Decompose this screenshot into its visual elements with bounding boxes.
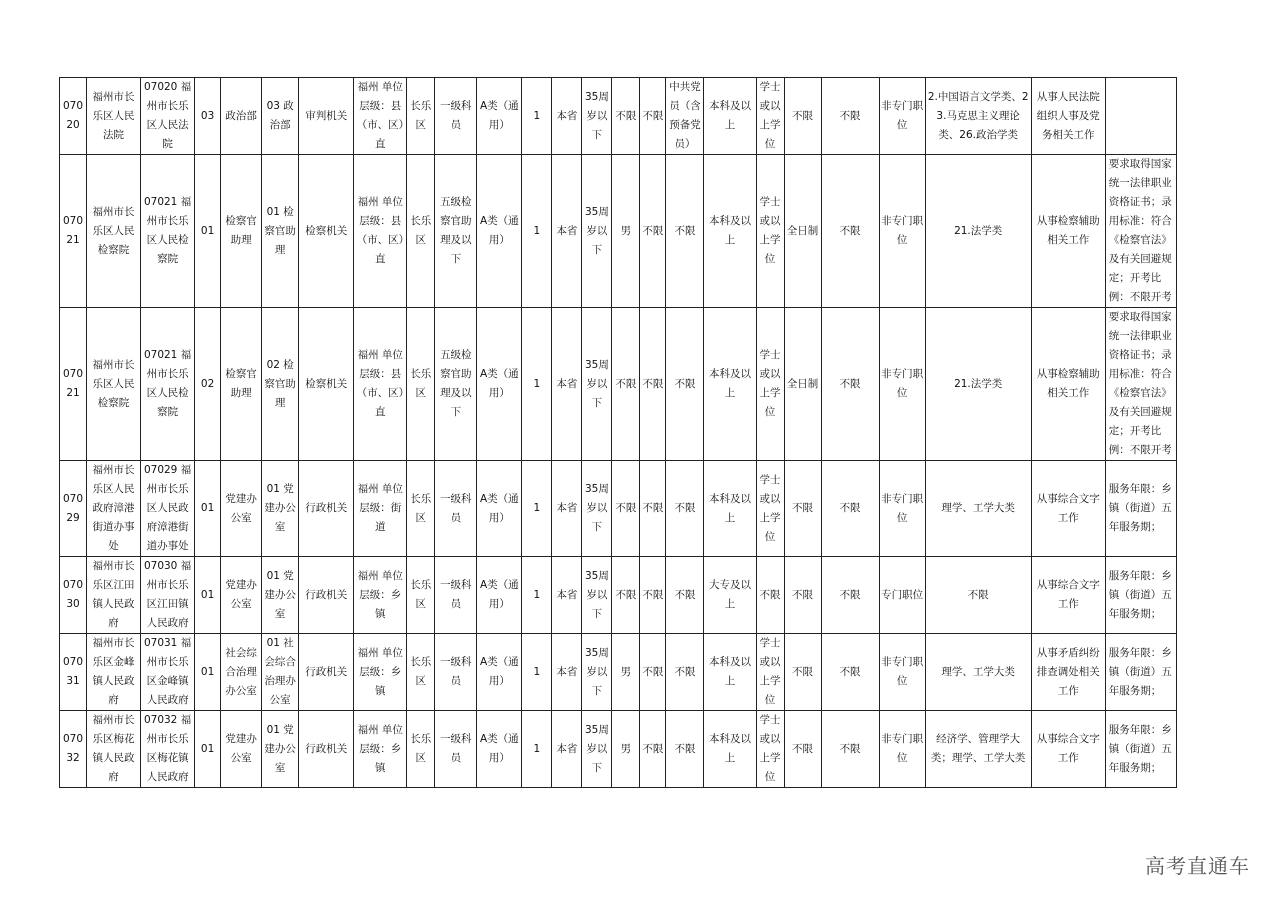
cell-code: 07031 (60, 634, 87, 711)
cell-org: 福州市长乐区人民法院 (87, 78, 141, 155)
cell-gender: 男 (612, 711, 640, 788)
cell-degree: 学士或以上学位 (756, 78, 784, 155)
cell-ethnic: 不限 (640, 78, 666, 155)
cell-type: 非专门职位 (879, 711, 925, 788)
cell-type: 非专门职位 (879, 155, 925, 308)
cell-ethnic: 不限 (640, 634, 666, 711)
cell-code: 07021 (60, 155, 87, 308)
cell-duty: 从事综合文字工作 (1031, 557, 1105, 634)
cell-ethnic: 不限 (640, 711, 666, 788)
cell-type: 专门职位 (879, 557, 925, 634)
cell-edu: 本科及以上 (704, 634, 756, 711)
cell-remark: 服务年限：乡镇（街道）五年服务期； (1105, 461, 1176, 557)
cell-exam: A类（通用） (477, 557, 522, 634)
cell-politics: 不限 (666, 557, 704, 634)
cell-age: 35周岁以下 (582, 634, 612, 711)
cell-org: 福州市长乐区人民检察院 (87, 308, 141, 461)
cell-rank: 五级检察官助理及以下 (435, 155, 477, 308)
cell-degree: 学士或以上学位 (756, 308, 784, 461)
cell-rank: 一级科员 (435, 78, 477, 155)
cell-num: 1 (522, 308, 552, 461)
cell-pos-no: 01 (195, 711, 221, 788)
table-row (60, 557, 1177, 634)
job-table (59, 77, 1177, 788)
cell-nature: 行政机关 (299, 711, 354, 788)
cell-politics: 不限 (666, 155, 704, 308)
cell-gender: 不限 (612, 308, 640, 461)
cell-num: 1 (522, 634, 552, 711)
table-row (60, 308, 1177, 461)
cell-place: 长乐区 (407, 634, 435, 711)
cell-edu: 本科及以上 (704, 155, 756, 308)
table-row (60, 634, 1177, 711)
cell-remark: 服务年限：乡镇（街道）五年服务期； (1105, 634, 1176, 711)
table-row (60, 155, 1177, 308)
cell-duty: 从事检察辅助相关工作 (1031, 155, 1105, 308)
cell-code: 07032 (60, 711, 87, 788)
cell-unit: 07021 福州市长乐区人民检察院 (141, 308, 195, 461)
cell-unit: 07029 福州市长乐区人民政府漳港街道办事处 (141, 461, 195, 557)
cell-major: 21.法学类 (925, 308, 1031, 461)
cell-politics: 不限 (666, 461, 704, 557)
cell-type: 非专门职位 (879, 78, 925, 155)
cell-pos-no: 01 (195, 461, 221, 557)
cell-level: 福州 单位层级：县（市、区）直 (354, 78, 407, 155)
cell-politics: 中共党员（含预备党员） (666, 78, 704, 155)
cell-nature: 行政机关 (299, 461, 354, 557)
cell-edu: 本科及以上 (704, 711, 756, 788)
cell-unit: 07031 福州市长乐区金峰镇人民政府 (141, 634, 195, 711)
watermark: 高考直通车 (1145, 854, 1250, 878)
table-row (60, 461, 1177, 557)
cell-exam: A类（通用） (477, 711, 522, 788)
cell-pos-code: 03 政治部 (262, 78, 299, 155)
cell-pos-code: 01 党建办公室 (262, 557, 299, 634)
cell-other: 不限 (821, 711, 879, 788)
cell-pos-name: 检察官助理 (221, 308, 262, 461)
cell-pos-no: 01 (195, 557, 221, 634)
cell-major: 不限 (925, 557, 1031, 634)
cell-pos-name: 党建办公室 (221, 711, 262, 788)
cell-exam: A类（通用） (477, 308, 522, 461)
cell-politics: 不限 (666, 634, 704, 711)
cell-nature: 行政机关 (299, 634, 354, 711)
table-row (60, 78, 1177, 155)
cell-scope: 本省 (552, 155, 582, 308)
cell-duty: 从事人民法院组织人事及党务相关工作 (1031, 78, 1105, 155)
cell-unit: 07020 福州市长乐区人民法院 (141, 78, 195, 155)
cell-major: 2.中国语言文学类、23.马克思主义理论类、26.政治学类 (925, 78, 1031, 155)
cell-study: 不限 (784, 557, 821, 634)
cell-place: 长乐区 (407, 155, 435, 308)
cell-level: 福州 单位层级：乡镇 (354, 557, 407, 634)
cell-place: 长乐区 (407, 711, 435, 788)
cell-study: 不限 (784, 78, 821, 155)
cell-gender: 不限 (612, 557, 640, 634)
cell-num: 1 (522, 711, 552, 788)
cell-code: 07020 (60, 78, 87, 155)
cell-pos-code: 01 党建办公室 (262, 461, 299, 557)
cell-nature: 行政机关 (299, 557, 354, 634)
cell-rank: 一级科员 (435, 461, 477, 557)
cell-level: 福州 单位层级：乡镇 (354, 634, 407, 711)
cell-age: 35周岁以下 (582, 557, 612, 634)
cell-pos-name: 党建办公室 (221, 557, 262, 634)
cell-other: 不限 (821, 78, 879, 155)
cell-num: 1 (522, 557, 552, 634)
cell-edu: 本科及以上 (704, 308, 756, 461)
cell-unit: 07032 福州市长乐区梅花镇人民政府 (141, 711, 195, 788)
cell-major: 21.法学类 (925, 155, 1031, 308)
cell-exam: A类（通用） (477, 78, 522, 155)
cell-level: 福州 单位层级：乡镇 (354, 711, 407, 788)
cell-place: 长乐区 (407, 78, 435, 155)
cell-degree: 学士或以上学位 (756, 711, 784, 788)
cell-org: 福州市长乐区梅花镇人民政府 (87, 711, 141, 788)
cell-degree: 学士或以上学位 (756, 634, 784, 711)
cell-edu: 大专及以上 (704, 557, 756, 634)
cell-rank: 五级检察官助理及以下 (435, 308, 477, 461)
cell-ethnic: 不限 (640, 557, 666, 634)
table-body (60, 78, 1177, 788)
cell-other: 不限 (821, 308, 879, 461)
cell-org: 福州市长乐区人民检察院 (87, 155, 141, 308)
cell-org: 福州市长乐区人民政府漳港街道办事处 (87, 461, 141, 557)
cell-pos-name: 政治部 (221, 78, 262, 155)
cell-politics: 不限 (666, 711, 704, 788)
cell-remark: 服务年限：乡镇（街道）五年服务期； (1105, 711, 1176, 788)
cell-major: 理学、工学大类 (925, 634, 1031, 711)
cell-duty: 从事矛盾纠纷排查调处相关工作 (1031, 634, 1105, 711)
cell-scope: 本省 (552, 461, 582, 557)
cell-num: 1 (522, 461, 552, 557)
cell-major: 理学、工学大类 (925, 461, 1031, 557)
cell-num: 1 (522, 155, 552, 308)
cell-pos-code: 01 党建办公室 (262, 711, 299, 788)
cell-unit: 07021 福州市长乐区人民检察院 (141, 155, 195, 308)
cell-age: 35周岁以下 (582, 155, 612, 308)
cell-scope: 本省 (552, 78, 582, 155)
cell-place: 长乐区 (407, 461, 435, 557)
cell-study: 不限 (784, 461, 821, 557)
cell-other: 不限 (821, 557, 879, 634)
cell-ethnic: 不限 (640, 155, 666, 308)
cell-duty: 从事综合文字工作 (1031, 711, 1105, 788)
cell-num: 1 (522, 78, 552, 155)
cell-major: 经济学、管理学大类；理学、工学大类 (925, 711, 1031, 788)
cell-other: 不限 (821, 461, 879, 557)
cell-remark: 服务年限：乡镇（街道）五年服务期； (1105, 557, 1176, 634)
cell-study: 不限 (784, 634, 821, 711)
cell-pos-name: 社会综合治理办公室 (221, 634, 262, 711)
cell-exam: A类（通用） (477, 461, 522, 557)
cell-scope: 本省 (552, 711, 582, 788)
cell-type: 非专门职位 (879, 461, 925, 557)
cell-level: 福州 单位层级：街道 (354, 461, 407, 557)
cell-code: 07030 (60, 557, 87, 634)
cell-age: 35周岁以下 (582, 711, 612, 788)
cell-study: 不限 (784, 711, 821, 788)
cell-nature: 检察机关 (299, 308, 354, 461)
cell-edu: 本科及以上 (704, 461, 756, 557)
cell-org: 福州市长乐区江田镇人民政府 (87, 557, 141, 634)
cell-level: 福州 单位层级：县（市、区）直 (354, 155, 407, 308)
cell-politics: 不限 (666, 308, 704, 461)
cell-org: 福州市长乐区金峰镇人民政府 (87, 634, 141, 711)
cell-unit: 07030 福州市长乐区江田镇人民政府 (141, 557, 195, 634)
cell-pos-no: 01 (195, 634, 221, 711)
cell-duty: 从事检察辅助相关工作 (1031, 308, 1105, 461)
cell-age: 35周岁以下 (582, 78, 612, 155)
cell-place: 长乐区 (407, 308, 435, 461)
cell-scope: 本省 (552, 557, 582, 634)
cell-pos-no: 02 (195, 308, 221, 461)
cell-rank: 一级科员 (435, 711, 477, 788)
cell-exam: A类（通用） (477, 155, 522, 308)
cell-pos-no: 01 (195, 155, 221, 308)
table-row (60, 711, 1177, 788)
cell-pos-code: 01 社会综合治理办公室 (262, 634, 299, 711)
cell-pos-code: 02 检察官助理 (262, 308, 299, 461)
cell-pos-code: 01 检察官助理 (262, 155, 299, 308)
cell-type: 非专门职位 (879, 634, 925, 711)
cell-age: 35周岁以下 (582, 461, 612, 557)
cell-gender: 男 (612, 634, 640, 711)
cell-remark: 要求取得国家统一法律职业资格证书；录用标准：符合《检察官法》及有关回避规定；开考比例：不限开考 (1105, 308, 1176, 461)
cell-ethnic: 不限 (640, 308, 666, 461)
cell-study: 全日制 (784, 308, 821, 461)
cell-code: 07029 (60, 461, 87, 557)
cell-study: 全日制 (784, 155, 821, 308)
cell-scope: 本省 (552, 634, 582, 711)
cell-remark: 要求取得国家统一法律职业资格证书；录用标准：符合《检察官法》及有关回避规定；开考比例：不限开考 (1105, 155, 1176, 308)
cell-duty: 从事综合文字工作 (1031, 461, 1105, 557)
cell-exam: A类（通用） (477, 634, 522, 711)
cell-scope: 本省 (552, 308, 582, 461)
cell-level: 福州 单位层级：县（市、区）直 (354, 308, 407, 461)
cell-pos-no: 03 (195, 78, 221, 155)
cell-degree: 学士或以上学位 (756, 461, 784, 557)
cell-gender: 男 (612, 155, 640, 308)
cell-degree: 不限 (756, 557, 784, 634)
cell-nature: 检察机关 (299, 155, 354, 308)
cell-type: 非专门职位 (879, 308, 925, 461)
cell-rank: 一级科员 (435, 557, 477, 634)
cell-code: 07021 (60, 308, 87, 461)
cell-other: 不限 (821, 634, 879, 711)
cell-degree: 学士或以上学位 (756, 155, 784, 308)
cell-age: 35周岁以下 (582, 308, 612, 461)
cell-edu: 本科及以上 (704, 78, 756, 155)
cell-pos-name: 党建办公室 (221, 461, 262, 557)
cell-nature: 审判机关 (299, 78, 354, 155)
cell-place: 长乐区 (407, 557, 435, 634)
cell-gender: 不限 (612, 78, 640, 155)
cell-other: 不限 (821, 155, 879, 308)
cell-remark (1105, 78, 1176, 155)
cell-gender: 不限 (612, 461, 640, 557)
cell-ethnic: 不限 (640, 461, 666, 557)
cell-pos-name: 检察官助理 (221, 155, 262, 308)
cell-rank: 一级科员 (435, 634, 477, 711)
